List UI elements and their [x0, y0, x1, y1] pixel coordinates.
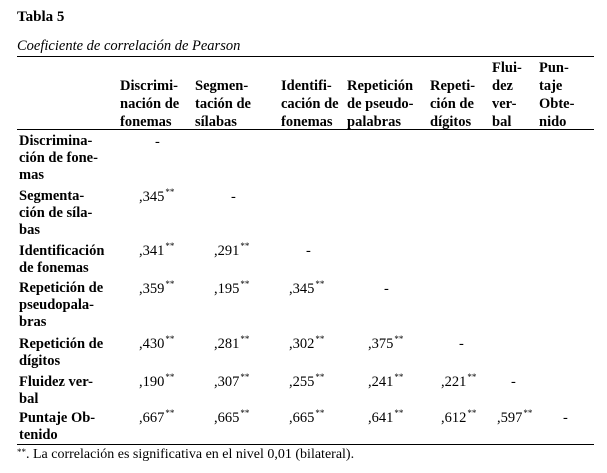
cell-r5-c2: ,255** — [289, 372, 325, 390]
cell-r2-c2: - — [306, 243, 311, 259]
row-header-discriminacion: Discrimina- ción de fone- mas — [19, 133, 98, 183]
cell-r5-c0: ,190** — [139, 372, 175, 390]
row-header-repeticion-digitos: Repetición de dígitos — [19, 336, 104, 369]
row-header-identificacion: Identificación de fonemas — [19, 243, 105, 276]
top-rule — [17, 56, 594, 57]
cell-r4-c4: - — [459, 336, 464, 352]
column-header-repeticion-pseudopalabras: Repetición de pseudo- palabras — [347, 78, 414, 130]
cell-r4-c2: ,302** — [289, 334, 325, 352]
note-marker: ** — [17, 447, 26, 457]
cell-r3-c0: ,359** — [139, 279, 175, 297]
cell-r3-c2: ,345** — [289, 279, 325, 297]
cell-r5-c3: ,241** — [368, 372, 404, 390]
cell-r6-c6: - — [563, 410, 568, 426]
cell-r4-c3: ,375** — [368, 334, 404, 352]
cell-r1-c1: - — [231, 189, 236, 205]
cell-r2-c1: ,291** — [214, 241, 250, 259]
cell-r6-c0: ,667** — [139, 408, 175, 426]
cell-r6-c5: ,597** — [497, 408, 533, 426]
column-header-segmentacion: Segmen- tación de sílabas — [195, 78, 251, 130]
column-header-repeticion-digitos: Repeti- ción de dígitos — [430, 78, 476, 130]
cell-r6-c2: ,665** — [289, 408, 325, 426]
row-header-repeticion-pseudopalabras: Repetición de pseudopala- bras — [19, 280, 104, 330]
cell-r0-c0: - — [155, 134, 160, 150]
column-header-fluidez-verbal: Flui- dez ver- bal — [492, 60, 522, 130]
cell-r2-c0: ,341** — [139, 241, 175, 259]
cell-r4-c0: ,430** — [139, 334, 175, 352]
table-note — [17, 447, 354, 463]
cell-r3-c3: - — [384, 281, 389, 297]
cell-r5-c1: ,307** — [214, 372, 250, 390]
cell-r6-c1: ,665** — [214, 408, 250, 426]
cell-r6-c3: ,641** — [368, 408, 404, 426]
cell-r5-c4: ,221** — [441, 372, 477, 390]
cell-r6-c4: ,612** — [441, 408, 477, 426]
cell-r3-c1: ,195** — [214, 279, 250, 297]
table-subtitle: Coeficiente de correlación de Pearson — [17, 38, 241, 54]
cell-r5-c5: - — [511, 374, 516, 390]
table-title: Tabla 5 — [17, 9, 65, 25]
column-header-discriminacion: Discrimi- nación de fonemas — [120, 78, 180, 130]
row-header-puntaje-obtenido: Puntaje Ob- tenido — [19, 410, 96, 443]
row-header-segmentacion: Segmenta- ción de síla- bas — [19, 188, 93, 238]
column-header-identificacion: Identifi- cación de fonemas — [281, 78, 339, 130]
bottom-rule — [17, 444, 594, 445]
note-text: . La correlación es significativa en el nivel 0,01 (bilateral). — [26, 447, 355, 462]
column-header-puntaje-obtenido: Pun- taje Obte- nido — [539, 60, 575, 130]
row-header-fluidez-verbal: Fluidez ver- bal — [19, 374, 93, 407]
cell-r4-c1: ,281** — [214, 334, 250, 352]
cell-r1-c0: ,345** — [139, 187, 175, 205]
